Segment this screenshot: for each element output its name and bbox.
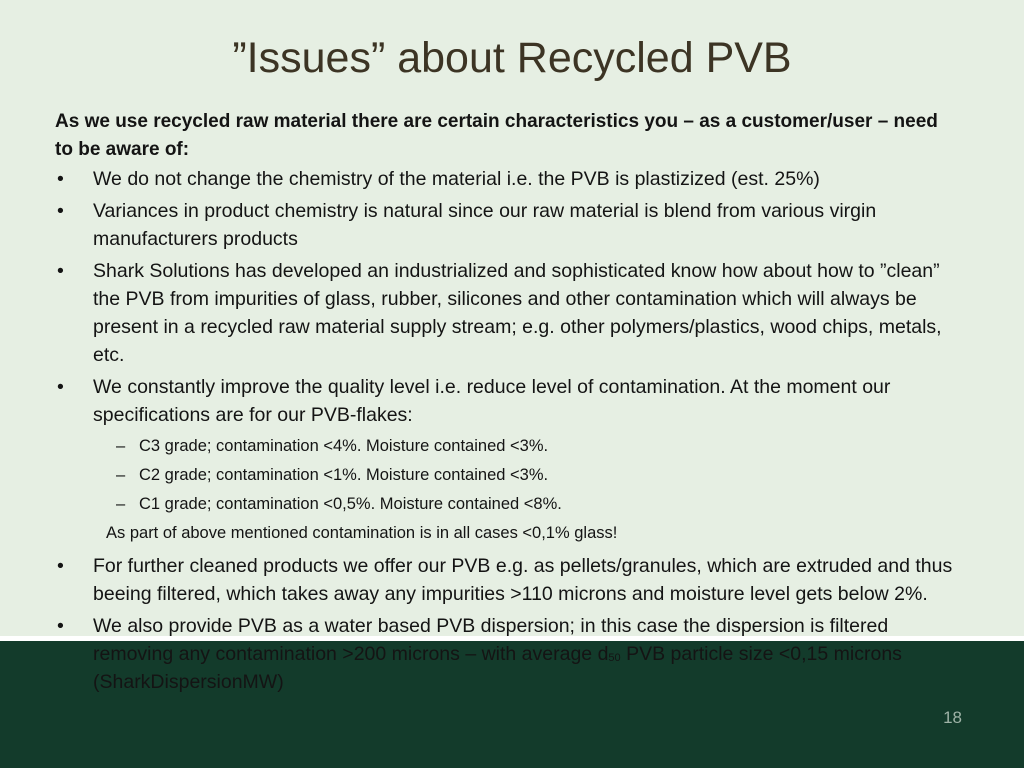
bullet-text: We constantly improve the quality level i.e. reduce level of contamination. At the moment our specifications are for our PVB-flakes:: [93, 376, 891, 426]
slide-title: ”Issues” about Recycled PVB: [232, 34, 792, 82]
spec-item: [55, 463, 960, 487]
bullet-item: [55, 552, 960, 608]
dispersion-text-before: We also provide PVB as a water based PVB dispersion; in this case the dispersion is filtered removing any contamination >200 microns – with average d: [93, 615, 889, 665]
dispersion-text-after: PVB particle size <0,15 microns (SharkDispersionMW): [93, 643, 902, 693]
bullet-marker: •: [57, 555, 64, 577]
bullet-item: [55, 197, 960, 253]
bullet-item: [55, 612, 960, 696]
spec-item: [55, 492, 960, 516]
slide-body: [55, 108, 960, 700]
bullet-text: Variances in product chemistry is natural since our raw material is blend from various virgin manufacturers products: [93, 200, 877, 250]
bullet-marker: •: [57, 260, 64, 282]
intro-text: As we use recycled raw material there are certain characteristics you – as a customer/user – need to be aware of:: [55, 111, 938, 160]
bullet-item: [55, 165, 960, 193]
sub-marker: –: [116, 466, 126, 484]
spec-item: [55, 434, 960, 458]
bullet-marker: •: [57, 615, 64, 637]
bullet-item: [55, 373, 960, 429]
bullet-marker: •: [57, 168, 64, 190]
sub-marker: –: [116, 437, 126, 455]
bullet-marker: •: [57, 200, 64, 222]
d50-subscript: 50: [608, 652, 621, 664]
spec-text: C1 grade; contamination <0,5%. Moisture contained <8%.: [139, 495, 562, 513]
sub-marker: –: [116, 495, 126, 513]
spec-text: C2 grade; contamination <1%. Moisture contained <3%.: [139, 466, 549, 484]
spec-text: C3 grade; contamination <4%. Moisture contained <3%.: [139, 437, 549, 455]
bullet-text: We do not change the chemistry of the material i.e. the PVB is plastizized (est. 25%): [93, 168, 820, 190]
bullet-text: For further cleaned products we offer our PVB e.g. as pellets/granules, which are extruded and thus beeing filtered, which takes away any impurities >110 microns and moisture level gets below 2%.: [93, 555, 953, 605]
bullet-item: [55, 257, 960, 369]
bullet-marker: •: [57, 376, 64, 398]
spec-note: As part of above mentioned contamination is in all cases <0,1% glass!: [106, 524, 618, 542]
page-number: 18: [943, 708, 962, 727]
bullet-text: Shark Solutions has developed an industrialized and sophisticated know how about how to ”clean” the PVB from impurities of glass, rubber, silicones and other contamination which will always be present in a recycled raw material supply stream; e.g. other polymers/plastics, wood chips, metals, etc.: [93, 260, 942, 366]
